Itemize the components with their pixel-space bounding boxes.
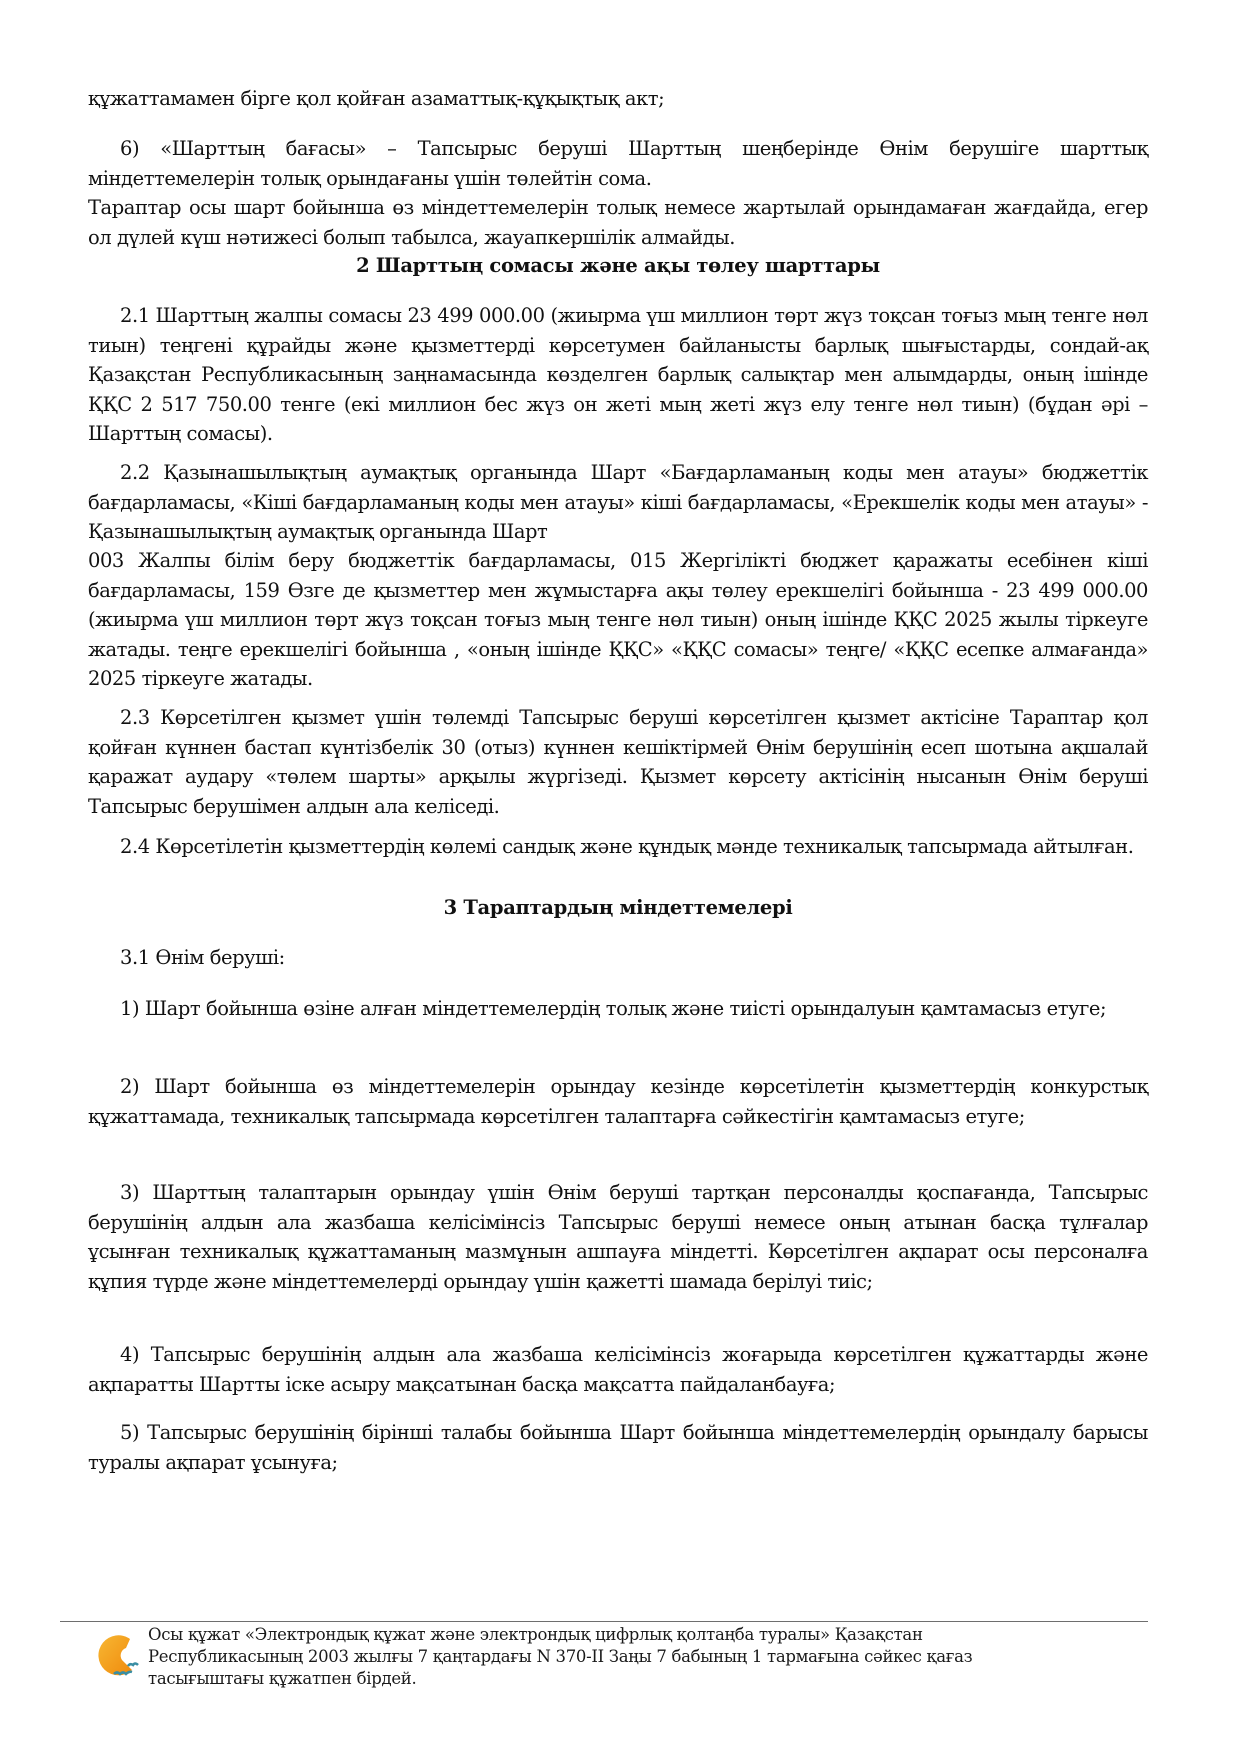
footer-legal-notice <box>148 1624 1128 1690</box>
paragraph-2-4: 2.4 Көрсетілетін қызметтердің көлемі сандық және құндық мәнде техникалық тапсырмада айтылған. <box>120 835 1134 858</box>
section-3-heading: 3 Тараптардың міндеттемелері <box>443 896 793 919</box>
paragraph-6-contract-price: 6) «Шарттың бағасы» – Тапсырыс беруші Шарттың шеңберінде Өнім берушіге шарттық міндеттемелерін толық орындағаны үшін төлейтін сома. <box>88 137 1148 190</box>
paragraph-2-3: 2.3 Көрсетілген қызмет үшін төлемді Тапсырыс беруші көрсетілген қызмет актісіне Тараптар қол қойған күннен бастап күнтізбелік 30 (отыз) күннен кешіктірмей Өнім берушінің есеп шотына ақшалай қаражат аудару «төлем шарты» арқылы жүргізеді. Қызмет көрсету актісінің нысанын Өнім беруші Тапсырыс берушімен алдын ала келіседі. <box>88 706 1148 818</box>
paragraph-3-1-5: 5) Тапсырыс берушінің бірінші талабы бойынша Шарт бойынша міндеттемелердің орындалу барысы туралы ақпарат ұсынуға; <box>88 1421 1148 1474</box>
paragraph-2-2-b: 003 Жалпы білім беру бюджеттік бағдарламасы, 015 Жергілікті бюджет қаражаты есебінен кіші бағдарламасы, 159 Өзге де қызметтер мен жұмыстарға ақы төлеу ерекшелігі бойынша - 23 499 000.00 (жиырма үш миллион төрт жүз тоқсан тоғыз мың тенге нөл тиын) оның ішінде ҚҚС 2025 жылы тіркеуге жатады. теңге ерекшелігі бойынша , «оның ішінде ҚҚС» «ҚҚС сомасы» теңге/ «ҚҚС есепке алмағанда» 2025 тіркеуге жатады. <box>88 549 1148 690</box>
paragraph-2-1: 2.1 Шарттың жалпы сомасы 23 499 000.00 (жиырма үш миллион төрт жүз тоқсан тоғыз мың тенге нөл тиын) теңгені құрайды және қызметтерді көрсетумен байланысты барлық шығыстарды, сондай-ақ Қазақстан Республикасының заңнамасында көзделген барлық салықтар мен алымдарды, оның ішінде ҚҚС 2 517 750.00 тенге (екі миллион бес жүз он жеті мың жеті жүз елу тенге нөл тиын) (бұдан әрі – Шарттың сомасы). <box>88 304 1148 445</box>
paragraph-3-1-2: 2) Шарт бойынша өз міндеттемелерін орындау кезінде көрсетілетін қызметтердің конкурстық құжаттамада, техникалық тапсырмада көрсетілген талаптарға сәйкестігін қамтамасыз етуге; <box>88 1075 1148 1128</box>
paragraph-3-1-4: 4) Тапсырыс берушінің алдын ала жазбаша келісімінсіз жоғарыда көрсетілген құжаттарды және ақпаратты Шартты іске асыру мақсатынан басқа мақсатта пайдаланбауға; <box>88 1343 1148 1396</box>
egov-sun-logo-icon <box>92 1630 142 1680</box>
paragraph-3-1-3: 3) Шарттың талаптарын орындау үшін Өнім беруші тартқан персоналды қоспағанда, Тапсырыс берушінің алдын ала жазбаша келісімінсіз Тапсырыс беруші немесе оның атынан басқа тұлғалар ұсынған техникалық құжаттаманың мазмұнын ашпауға міндетті. Көрсетілген ақпарат осы персоналға құпия түрде және міндеттемелерді орындау үшін қажетті шамада берілуі тиіс; <box>88 1181 1148 1293</box>
paragraph-force-majeure: Тараптар осы шарт бойынша өз міндеттемелерін толық немесе жартылай орындамаған жағдайда, егер ол дүлей күш нәтижесі болып табылса, жауапкершілік алмайды. <box>88 196 1148 249</box>
footer-divider <box>60 1621 1148 1622</box>
paragraph-2-2-a: 2.2 Қазынашылықтың аумақтық органында Шарт «Бағдарламаның коды мен атауы» бюджеттік бағдарламасы, «Кіші бағдарламаның коды мен атауы» кіші бағдарламасы, «Ерекшелік коды мен атауы» - Қазынашылықтың аумақтық органында Шарт <box>88 461 1148 543</box>
paragraph-3-1-1: 1) Шарт бойынша өзіне алған міндеттемелердің толық және тиісті орындалуын қамтамасыз етуге; <box>120 997 1107 1020</box>
footer-line-3: тасығыштағы құжатпен бірдей. <box>148 1669 417 1688</box>
footer-line-2: Республикасының 2003 жылғы 7 қаңтардағы N 370-II Заңы 7 бабының 1 тармағына сәйкес қағаз <box>148 1647 973 1666</box>
footer-line-1: Осы құжат «Электрондық құжат және электрондық цифрлық қолтаңба туралы» Қазақстан <box>148 1625 923 1644</box>
section-2-heading: 2 Шарттың сомасы және ақы төлеу шарттары <box>356 254 880 277</box>
paragraph-top-tail: құжаттамамен бірге қол қойған азаматтық-құқықтық акт; <box>88 87 665 110</box>
paragraph-3-1: 3.1 Өнім беруші: <box>120 946 285 969</box>
